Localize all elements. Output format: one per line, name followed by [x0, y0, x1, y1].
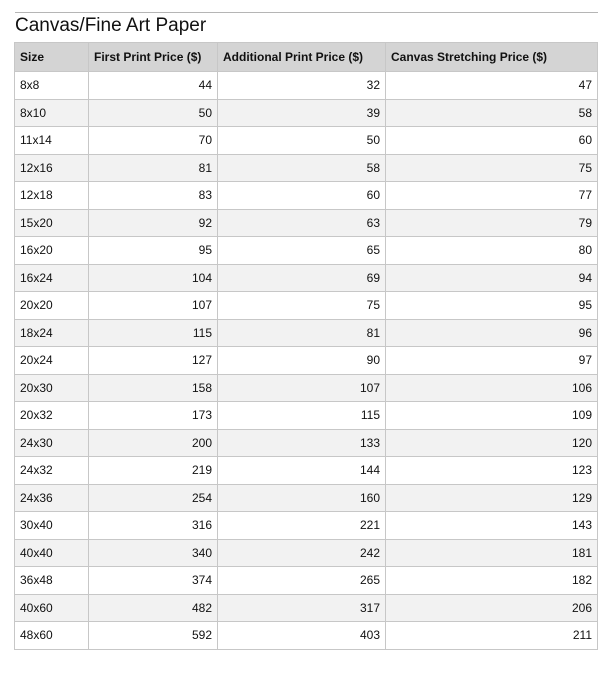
canvas-stretching-price-cell: 77 [386, 182, 598, 210]
table-row [15, 182, 598, 210]
size-cell: 8x8 [15, 72, 89, 100]
canvas-stretching-price-cell: 58 [386, 99, 598, 127]
additional-print-price-cell: 221 [218, 512, 386, 540]
first-print-price-cell: 200 [89, 429, 218, 457]
additional-print-price-cell: 133 [218, 429, 386, 457]
additional-print-price-cell: 32 [218, 72, 386, 100]
table-row [15, 567, 598, 595]
additional-print-price-cell: 65 [218, 237, 386, 265]
additional-print-price-cell: 60 [218, 182, 386, 210]
first-print-price-cell: 173 [89, 402, 218, 430]
canvas-stretching-price-cell: 206 [386, 594, 598, 622]
size-cell: 15x20 [15, 209, 89, 237]
first-print-price-cell: 44 [89, 72, 218, 100]
first-print-price-cell: 107 [89, 292, 218, 320]
first-print-price-cell: 482 [89, 594, 218, 622]
size-cell: 11x14 [15, 127, 89, 155]
additional-print-price-cell: 115 [218, 402, 386, 430]
header-row [15, 43, 598, 72]
first-print-price-cell: 219 [89, 457, 218, 485]
canvas-stretching-price-cell: 182 [386, 567, 598, 595]
first-print-price-cell: 81 [89, 154, 218, 182]
canvas-stretching-price-cell: 109 [386, 402, 598, 430]
first-print-price-cell: 316 [89, 512, 218, 540]
size-cell: 12x18 [15, 182, 89, 210]
first-print-price-cell: 104 [89, 264, 218, 292]
canvas-stretching-price-cell: 123 [386, 457, 598, 485]
table-row [15, 292, 598, 320]
top-divider [15, 12, 598, 13]
table-row [15, 264, 598, 292]
table-row [15, 99, 598, 127]
additional-print-price-cell: 69 [218, 264, 386, 292]
table-row [15, 127, 598, 155]
column-header-canvas-stretching-price: Canvas Stretching Price ($) [386, 43, 598, 72]
size-cell: 18x24 [15, 319, 89, 347]
table-row [15, 402, 598, 430]
size-cell: 20x30 [15, 374, 89, 402]
size-cell: 48x60 [15, 622, 89, 650]
first-print-price-cell: 70 [89, 127, 218, 155]
additional-print-price-cell: 75 [218, 292, 386, 320]
table-row [15, 209, 598, 237]
table-row [15, 622, 598, 650]
size-cell: 24x30 [15, 429, 89, 457]
size-cell: 40x60 [15, 594, 89, 622]
price-table [14, 42, 598, 650]
canvas-stretching-price-cell: 120 [386, 429, 598, 457]
additional-print-price-cell: 81 [218, 319, 386, 347]
first-print-price-cell: 592 [89, 622, 218, 650]
size-cell: 8x10 [15, 99, 89, 127]
column-header-first-print-price: First Print Price ($) [89, 43, 218, 72]
canvas-stretching-price-cell: 75 [386, 154, 598, 182]
table-row [15, 154, 598, 182]
additional-print-price-cell: 144 [218, 457, 386, 485]
additional-print-price-cell: 58 [218, 154, 386, 182]
first-print-price-cell: 50 [89, 99, 218, 127]
page-title: Canvas/Fine Art Paper [15, 15, 207, 36]
canvas-stretching-price-cell: 181 [386, 539, 598, 567]
canvas-stretching-price-cell: 94 [386, 264, 598, 292]
size-cell: 20x20 [15, 292, 89, 320]
size-cell: 24x32 [15, 457, 89, 485]
canvas-stretching-price-cell: 95 [386, 292, 598, 320]
first-print-price-cell: 254 [89, 484, 218, 512]
table-row [15, 319, 598, 347]
size-cell: 12x16 [15, 154, 89, 182]
first-print-price-cell: 158 [89, 374, 218, 402]
additional-print-price-cell: 160 [218, 484, 386, 512]
table-row [15, 237, 598, 265]
table-body [15, 72, 598, 650]
column-header-size: Size [15, 43, 89, 72]
size-cell: 16x24 [15, 264, 89, 292]
table-row [15, 484, 598, 512]
size-cell: 36x48 [15, 567, 89, 595]
canvas-stretching-price-cell: 106 [386, 374, 598, 402]
additional-print-price-cell: 242 [218, 539, 386, 567]
table-row [15, 512, 598, 540]
additional-print-price-cell: 50 [218, 127, 386, 155]
size-cell: 24x36 [15, 484, 89, 512]
table-row [15, 374, 598, 402]
size-cell: 30x40 [15, 512, 89, 540]
first-print-price-cell: 95 [89, 237, 218, 265]
canvas-stretching-price-cell: 97 [386, 347, 598, 375]
canvas-stretching-price-cell: 96 [386, 319, 598, 347]
additional-print-price-cell: 39 [218, 99, 386, 127]
size-cell: 16x20 [15, 237, 89, 265]
table-header [15, 43, 598, 72]
first-print-price-cell: 340 [89, 539, 218, 567]
additional-print-price-cell: 265 [218, 567, 386, 595]
size-cell: 40x40 [15, 539, 89, 567]
canvas-stretching-price-cell: 47 [386, 72, 598, 100]
table-row [15, 539, 598, 567]
additional-print-price-cell: 63 [218, 209, 386, 237]
additional-print-price-cell: 90 [218, 347, 386, 375]
size-cell: 20x24 [15, 347, 89, 375]
canvas-stretching-price-cell: 129 [386, 484, 598, 512]
table-row [15, 72, 598, 100]
first-print-price-cell: 83 [89, 182, 218, 210]
canvas-stretching-price-cell: 60 [386, 127, 598, 155]
canvas-stretching-price-cell: 143 [386, 512, 598, 540]
first-print-price-cell: 374 [89, 567, 218, 595]
additional-print-price-cell: 107 [218, 374, 386, 402]
additional-print-price-cell: 403 [218, 622, 386, 650]
first-print-price-cell: 127 [89, 347, 218, 375]
table-row [15, 594, 598, 622]
canvas-stretching-price-cell: 211 [386, 622, 598, 650]
canvas-stretching-price-cell: 79 [386, 209, 598, 237]
canvas-stretching-price-cell: 80 [386, 237, 598, 265]
first-print-price-cell: 92 [89, 209, 218, 237]
table-row [15, 347, 598, 375]
size-cell: 20x32 [15, 402, 89, 430]
column-header-additional-print-price: Additional Print Price ($) [218, 43, 386, 72]
additional-print-price-cell: 317 [218, 594, 386, 622]
first-print-price-cell: 115 [89, 319, 218, 347]
table-row [15, 429, 598, 457]
table-row [15, 457, 598, 485]
